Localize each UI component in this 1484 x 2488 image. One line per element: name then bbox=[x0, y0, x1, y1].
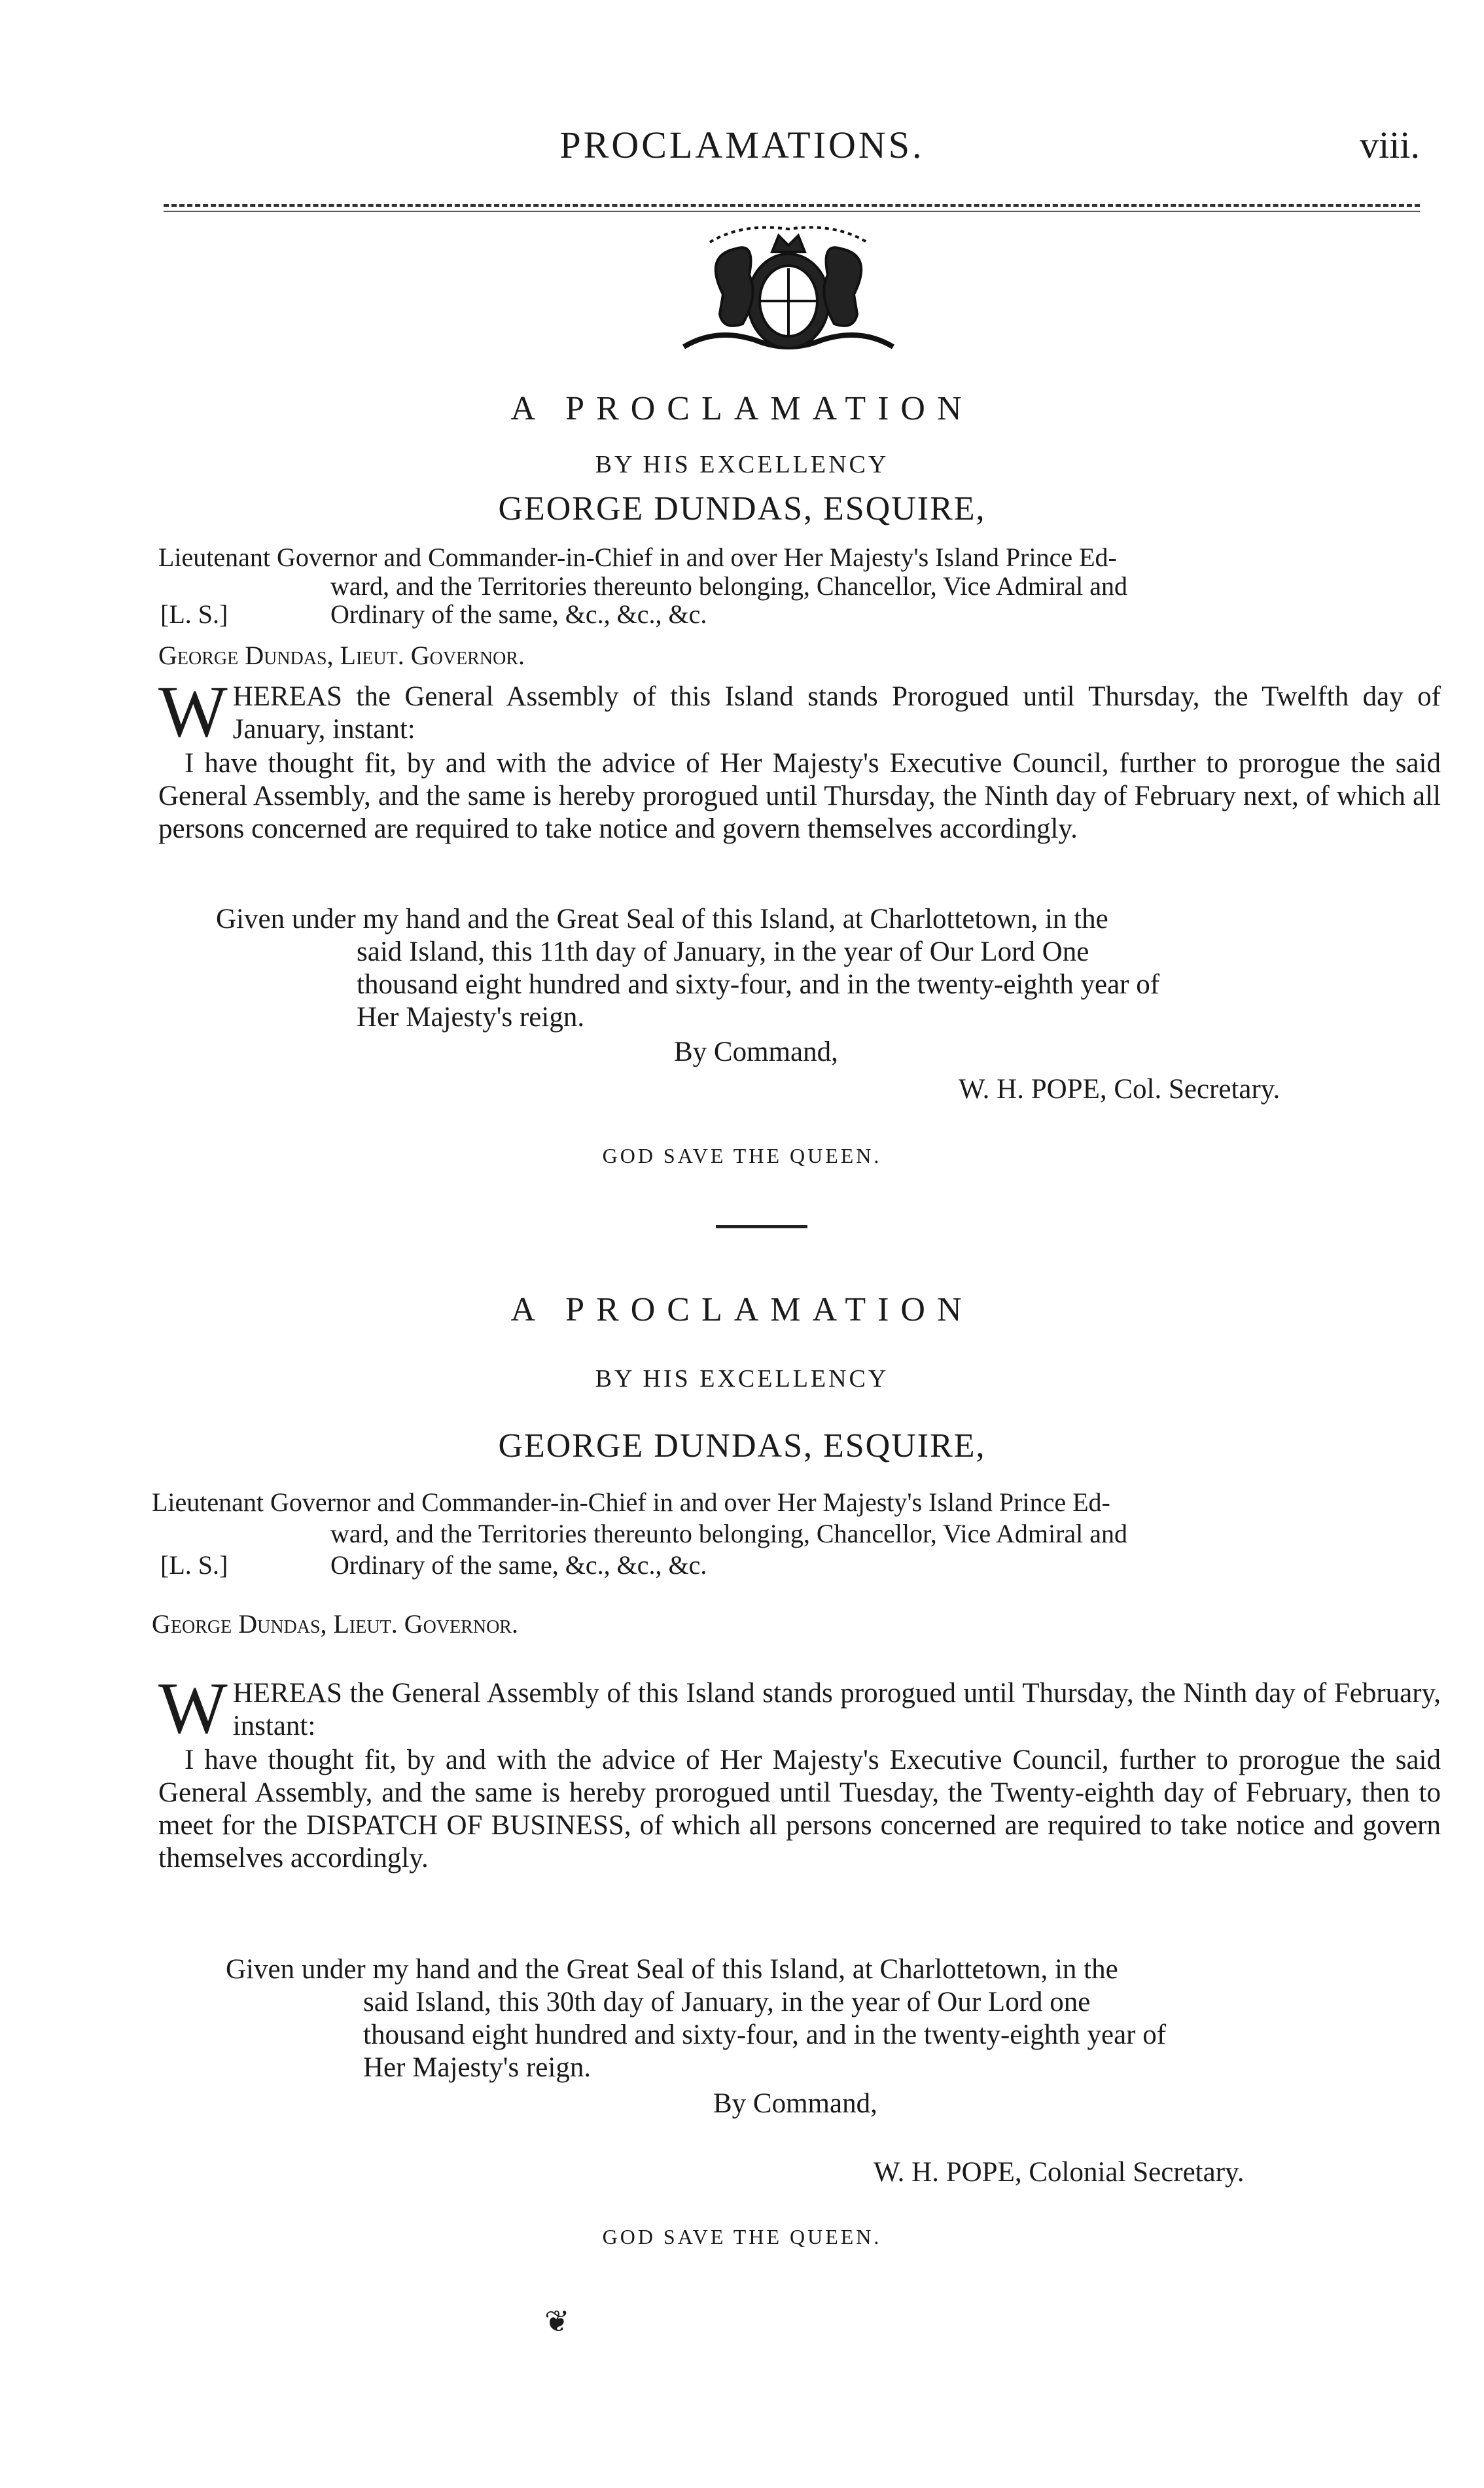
given-line-4: Her Majesty's reign. bbox=[357, 1002, 585, 1033]
order-paragraph: I have thought fit, by and with the advice of Her Majesty's Executive Council, further to prorogue the said General Assembly, and the same is hereby prorogued until Tuesday, the Twenty-eighth day of February, then to meet for the DISPATCH OF BUSINESS, of which all persons concerned are required to take notice and govern themselves accordingly. bbox=[158, 1745, 1441, 1874]
given-line-2: said Island, this 30th day of January, in the year of Our Lord one bbox=[363, 1987, 1091, 2017]
by-command: By Command, bbox=[713, 2088, 877, 2119]
governor-titles-line-2: ward, and the Territories thereunto belonging, Chancellor, Vice Admiral and bbox=[330, 571, 1128, 601]
governor-name: GEORGE DUNDAS, ESQUIRE, bbox=[498, 490, 986, 527]
given-line-1: Given under my hand and the Great Seal of this Island, at Charlottetown, in the bbox=[226, 1954, 1118, 1985]
whereas-paragraph: WHEREAS the General Assembly of this Island stands Prorogued until Thursday, the Twelfth day of January, instant: bbox=[158, 671, 1441, 753]
proclamation-heading: A PROCLAMATION bbox=[510, 1291, 974, 1328]
section-divider bbox=[716, 1225, 807, 1228]
governor-titles-line-3: Ordinary of the same, &c., &c., &c. bbox=[330, 599, 707, 629]
given-line-3: thousand eight hundred and sixty-four, and in the twenty-eighth year of bbox=[363, 2019, 1167, 2050]
governor-titles-line-3: Ordinary of the same, &c., &c., &c. bbox=[330, 1550, 707, 1580]
by-command: By Command, bbox=[674, 1037, 838, 1067]
governor-signature: George Dundas, Lieut. Governor. bbox=[152, 1609, 518, 1639]
printer-ornament-icon: ❦ bbox=[544, 2305, 570, 2338]
god-save-the-queen: GOD SAVE THE QUEEN. bbox=[602, 1144, 882, 1167]
header-rule-thin bbox=[164, 211, 1420, 212]
secretary-signature: W. H. POPE, Col. Secretary. bbox=[959, 1074, 1281, 1105]
seal-mark: [L. S.] bbox=[160, 599, 228, 629]
secretary-signature: W. H. POPE, Colonial Secretary. bbox=[874, 2157, 1245, 2188]
page-title: PROCLAMATIONS. bbox=[559, 124, 925, 166]
given-line-1: Given under my hand and the Great Seal of this Island, at Charlottetown, in the bbox=[216, 904, 1108, 934]
proclamation-heading: A PROCLAMATION bbox=[510, 390, 974, 427]
header-rule bbox=[164, 204, 1420, 207]
royal-coat-of-arms-icon bbox=[645, 216, 932, 366]
whereas-paragraph: WHEREAS the General Assembly of this Island stands prorogued until Thursday, the Ninth day of February, instant: bbox=[158, 1668, 1441, 1749]
given-line-3: thousand eight hundred and sixty-four, and in the twenty-eighth year of bbox=[357, 969, 1160, 1000]
governor-titles-line-2: ward, and the Territories thereunto belonging, Chancellor, Vice Admiral and bbox=[330, 1519, 1128, 1548]
by-his-excellency: BY HIS EXCELLENCY bbox=[595, 1365, 889, 1393]
order-paragraph: I have thought fit, by and with the advice of Her Majesty's Executive Council, further to prorogue the said General Assembly, and the same is hereby prorogued until Thursday, the Ninth day of February next, of which all persons concerned are required to take notice and govern themselves accordingly. bbox=[158, 748, 1441, 844]
governor-signature: George Dundas, Lieut. Governor. bbox=[158, 641, 525, 670]
given-line-4: Her Majesty's reign. bbox=[363, 2052, 592, 2083]
governor-name: GEORGE DUNDAS, ESQUIRE, bbox=[498, 1427, 986, 1465]
seal-mark: [L. S.] bbox=[160, 1550, 228, 1580]
given-line-2: said Island, this 11th day of January, in the year of Our Lord One bbox=[357, 936, 1089, 967]
god-save-the-queen: GOD SAVE THE QUEEN. bbox=[602, 2225, 882, 2248]
drop-cap: W bbox=[158, 1668, 228, 1749]
page-number: viii. bbox=[1360, 124, 1420, 166]
by-his-excellency: BY HIS EXCELLENCY bbox=[595, 451, 889, 478]
governor-titles-line-1: Lieutenant Governor and Commander-in-Chief in and over Her Majesty's Island Prince Ed- bbox=[158, 542, 1117, 572]
drop-cap: W bbox=[158, 671, 228, 753]
governor-titles-line-1: Lieutenant Governor and Commander-in-Chief in and over Her Majesty's Island Prince Ed- bbox=[152, 1487, 1110, 1517]
